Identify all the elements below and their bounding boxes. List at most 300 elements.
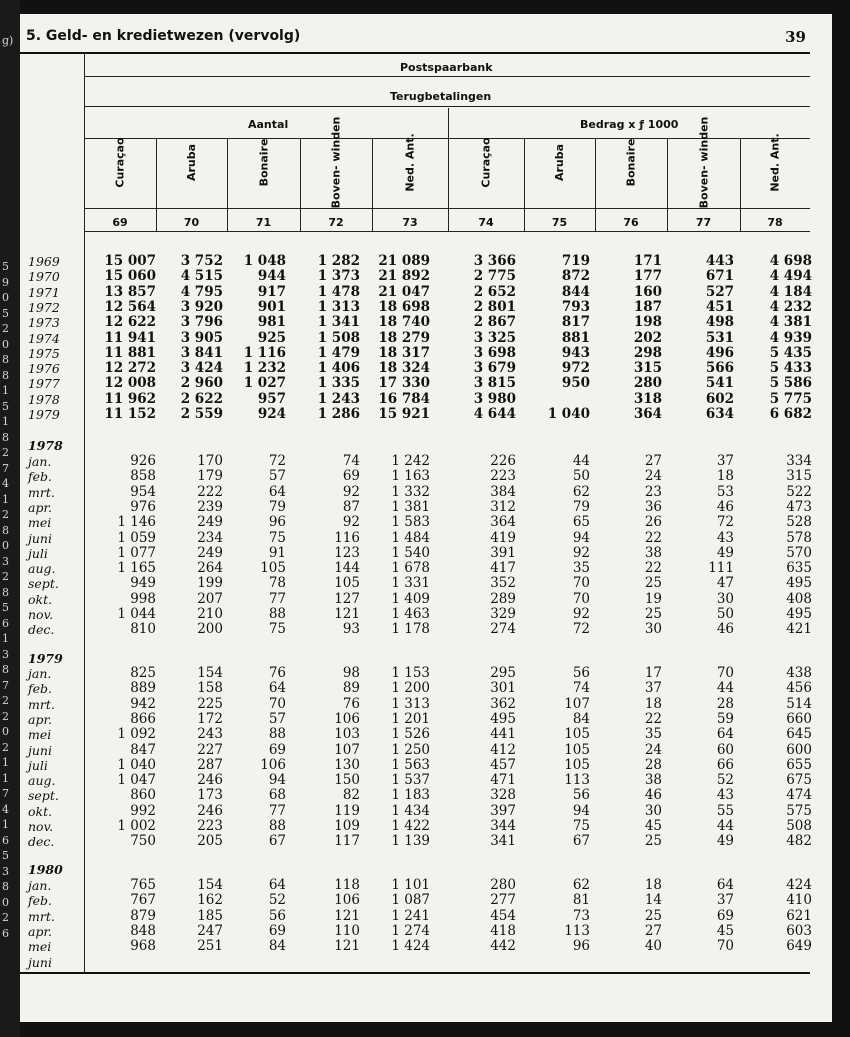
table-cell: 68 — [268, 787, 286, 804]
table-row — [20, 392, 832, 407]
table-cell: 3 841 — [180, 344, 223, 361]
table-cell: 200 — [197, 621, 223, 638]
table-cell: 96 — [572, 938, 590, 955]
table-cell: 1 092 — [117, 726, 156, 743]
edge-mark: 5 — [2, 601, 9, 614]
table-cell: 210 — [197, 606, 223, 622]
table-cell: 92 — [342, 483, 360, 500]
table-cell: 419 — [490, 529, 516, 546]
header-rule-5 — [84, 231, 810, 232]
table-cell: 52 — [268, 892, 286, 909]
edge-mark: 1 — [2, 818, 9, 831]
table-cell: 1 508 — [317, 329, 360, 346]
table-cell: 1 341 — [317, 314, 360, 331]
table-cell: 451 — [705, 298, 734, 315]
table-cell: 4 698 — [769, 253, 812, 269]
table-cell: 3 796 — [180, 314, 223, 331]
table-cell: 1 047 — [117, 772, 156, 789]
table-cell: 603 — [786, 922, 812, 939]
row-label: jan. — [28, 666, 52, 681]
table-cell: 18 740 — [378, 314, 430, 331]
table-cell: 18 698 — [378, 298, 430, 315]
edge-mark: 1 — [2, 384, 9, 397]
table-cell: 12 008 — [104, 375, 156, 392]
table-cell: 13 857 — [104, 283, 156, 300]
table-cell: 225 — [197, 695, 223, 712]
table-cell: 69 — [268, 741, 286, 758]
table-cell: 158 — [197, 680, 223, 697]
edge-mark: 0 — [2, 725, 9, 738]
row-label: sept. — [28, 576, 59, 592]
table-cell: 239 — [197, 498, 223, 515]
table-cell: 11 941 — [104, 329, 156, 346]
column-number: 75 — [551, 216, 568, 229]
table-cell: 879 — [130, 907, 156, 924]
row-label: feb. — [28, 469, 52, 485]
table-cell: 77 — [268, 590, 286, 607]
table-cell: 1 163 — [391, 468, 430, 485]
column-number: 73 — [402, 216, 418, 229]
table-cell: 817 — [561, 314, 590, 331]
table-cell: 344 — [490, 818, 516, 834]
table-cell: 1 434 — [391, 802, 430, 819]
table-cell: 185 — [197, 907, 223, 924]
table-cell: 1 048 — [243, 253, 286, 269]
table-cell: 24 — [644, 468, 662, 485]
table-cell: 825 — [130, 665, 156, 681]
edge-mark: g) — [2, 34, 14, 47]
table-cell: 1 178 — [391, 621, 430, 638]
table-cell: 105 — [564, 741, 590, 758]
table-cell: 26 — [644, 514, 662, 531]
table-cell: 223 — [490, 468, 516, 485]
column-number: 77 — [695, 216, 712, 229]
table-cell: 3 325 — [473, 329, 516, 346]
table-cell: 127 — [334, 590, 360, 607]
table-cell: 56 — [572, 787, 590, 804]
table-cell: 352 — [490, 575, 516, 592]
table-cell: 767 — [130, 892, 156, 909]
table-cell: 1 040 — [547, 406, 590, 422]
table-cell: 44 — [716, 680, 734, 697]
edge-mark: 7 — [2, 787, 9, 800]
table-cell: 162 — [197, 892, 223, 909]
column-header-8 — [620, 116, 642, 208]
table-row — [20, 515, 832, 530]
table-cell: 645 — [786, 726, 812, 743]
year-title-1979: 1979 — [28, 651, 63, 666]
table-cell: 1 463 — [391, 606, 430, 622]
table-cell: 957 — [257, 390, 286, 407]
edge-mark: 0 — [2, 539, 9, 552]
table-cell: 105 — [334, 575, 360, 592]
table-cell: 312 — [490, 498, 516, 515]
table-cell: 5 775 — [769, 390, 812, 407]
table-cell: 35 — [572, 560, 590, 577]
table-cell: 418 — [490, 922, 516, 939]
table-cell: 901 — [257, 298, 286, 315]
table-cell: 1 373 — [317, 268, 360, 285]
table-cell: 949 — [130, 575, 156, 592]
table-row — [20, 804, 832, 819]
row-label: apr. — [28, 923, 53, 939]
table-cell: 522 — [786, 483, 812, 500]
table-cell: 222 — [197, 483, 223, 500]
table-cell: 18 — [644, 695, 662, 712]
table-cell: 70 — [716, 665, 734, 681]
table-cell: 471 — [490, 772, 516, 789]
table-cell: 328 — [490, 787, 516, 804]
table-row — [20, 939, 832, 954]
table-cell: 438 — [786, 665, 812, 681]
table-cell: 69 — [268, 922, 286, 939]
table-cell: 98 — [342, 665, 360, 681]
table-cell: 70 — [572, 590, 590, 607]
table-cell: 106 — [260, 756, 286, 773]
edge-mark: 6 — [2, 926, 9, 940]
table-cell: 62 — [572, 483, 590, 500]
table-cell: 106 — [334, 710, 360, 727]
table-cell: 67 — [572, 833, 590, 850]
table-row — [20, 727, 832, 742]
table-cell: 15 921 — [378, 406, 430, 422]
edge-mark: 8 — [2, 430, 9, 444]
table-cell: 81 — [572, 892, 590, 909]
table-row — [20, 712, 832, 727]
table-cell: 113 — [564, 922, 590, 939]
table-cell: 17 — [644, 665, 662, 681]
table-cell: 118 — [334, 877, 360, 893]
table-cell: 92 — [572, 606, 590, 622]
edge-mark: 8 — [2, 523, 9, 537]
left-page-edge — [0, 0, 20, 1037]
table-row — [20, 254, 832, 269]
table-cell: 810 — [130, 621, 156, 638]
table-cell: 4 494 — [769, 268, 812, 285]
row-label: 1971 — [28, 284, 60, 300]
table-cell: 144 — [334, 560, 360, 577]
table-cell: 570 — [786, 544, 812, 561]
column-separator — [667, 138, 668, 231]
edge-mark: 0 — [2, 337, 9, 351]
table-cell: 74 — [572, 680, 590, 697]
table-cell: 660 — [786, 710, 812, 727]
row-label: mrt. — [28, 484, 55, 500]
column-separator — [227, 138, 228, 231]
table-cell: 18 324 — [378, 360, 430, 377]
table-row — [20, 561, 832, 576]
table-cell: 207 — [197, 590, 223, 607]
column-header-label: Aruba — [553, 143, 567, 181]
table-cell: 514 — [786, 695, 812, 712]
table-cell: 578 — [786, 529, 812, 546]
column-number: 71 — [255, 216, 272, 229]
table-cell: 77 — [268, 802, 286, 819]
table-cell: 14 — [644, 892, 662, 909]
table-cell: 72 — [268, 453, 286, 469]
table-cell: 1 484 — [391, 529, 430, 546]
table-cell: 2 622 — [180, 390, 223, 407]
table-cell: 79 — [268, 498, 286, 515]
edge-mark: 5 — [2, 306, 9, 320]
table-cell: 56 — [572, 665, 590, 681]
edge-mark: 1 — [2, 492, 9, 506]
table-cell: 315 — [633, 360, 662, 377]
edge-mark: 2 — [2, 508, 9, 521]
table-cell: 82 — [342, 787, 360, 804]
table-cell: 635 — [786, 560, 812, 577]
table-cell: 87 — [342, 498, 360, 515]
table-cell: 495 — [786, 575, 812, 592]
table-cell: 12 622 — [104, 314, 156, 331]
table-cell: 527 — [705, 283, 734, 300]
edge-mark: 2 — [2, 322, 9, 335]
edge-mark: 2 — [2, 911, 9, 924]
table-cell: 992 — [130, 802, 156, 819]
table-cell: 64 — [268, 680, 286, 697]
table-cell: 1 139 — [391, 833, 430, 850]
table-cell: 15 007 — [104, 253, 156, 269]
column-header-label: Boven- winden — [329, 116, 343, 208]
column-header-label: Curaçao — [113, 136, 127, 188]
table-cell: 205 — [197, 833, 223, 850]
edge-mark: 8 — [2, 663, 9, 676]
table-cell: 105 — [564, 756, 590, 773]
row-label: juni — [28, 530, 52, 546]
table-cell: 719 — [561, 253, 590, 269]
table-cell: 94 — [572, 802, 590, 819]
row-label: 1972 — [28, 299, 60, 315]
table-cell: 52 — [716, 772, 734, 789]
table-cell: 249 — [197, 514, 223, 531]
table-cell: 364 — [490, 514, 516, 531]
row-label: 1977 — [28, 376, 60, 392]
table-cell: 44 — [572, 453, 590, 469]
column-header-label: Curaçao — [479, 136, 493, 188]
table-row — [20, 697, 832, 712]
table-cell: 30 — [644, 802, 662, 819]
column-number: 70 — [183, 216, 200, 229]
header-rule-1 — [84, 76, 810, 77]
row-label: apr. — [28, 499, 53, 515]
row-label: mrt. — [28, 908, 55, 924]
table-cell: 442 — [490, 938, 516, 955]
table-cell: 765 — [130, 877, 156, 893]
edge-mark: 1 — [2, 771, 9, 785]
table-row — [20, 469, 832, 484]
row-label: mrt. — [28, 696, 55, 712]
table-cell: 18 — [716, 468, 734, 485]
table-cell: 121 — [334, 938, 360, 955]
table-cell: 6 682 — [769, 406, 812, 422]
table-cell: 12 564 — [104, 298, 156, 315]
header-aantal: Aantal — [248, 118, 289, 131]
table-cell: 329 — [490, 606, 516, 622]
table-cell: 1 044 — [117, 606, 156, 622]
table-cell: 18 317 — [378, 344, 430, 361]
table-row — [20, 407, 832, 422]
row-label: mei — [28, 727, 52, 743]
table-cell: 362 — [490, 695, 516, 712]
table-cell: 3 679 — [473, 360, 516, 377]
table-cell: 410 — [786, 892, 812, 909]
column-header-10 — [764, 116, 786, 208]
edge-mark: 2 — [2, 740, 9, 754]
column-header-label: Bonaire — [624, 138, 638, 186]
table-cell: 4 232 — [769, 298, 812, 315]
table-row — [20, 607, 832, 622]
table-cell: 154 — [197, 877, 223, 893]
table-row — [20, 878, 832, 893]
table-cell: 27 — [644, 922, 662, 939]
table-cell: 289 — [490, 590, 516, 607]
row-label: mei — [28, 939, 52, 955]
row-label: juni — [28, 742, 52, 758]
table-row — [20, 592, 832, 607]
table-cell: 249 — [197, 544, 223, 561]
table-cell: 76 — [268, 665, 286, 681]
row-label: 1974 — [28, 330, 60, 346]
table-cell: 2 559 — [180, 406, 223, 422]
table-cell: 75 — [268, 529, 286, 546]
edge-mark: 1 — [2, 756, 9, 769]
table-row — [20, 576, 832, 591]
column-number: 78 — [767, 216, 783, 229]
table-cell: 575 — [786, 802, 812, 819]
column-header-label: Bonaire — [257, 138, 271, 186]
document-page — [20, 14, 832, 1022]
table-cell: 384 — [490, 483, 516, 500]
column-header-label: Ned. Ant. — [768, 132, 782, 192]
table-cell: 223 — [197, 818, 223, 834]
table-cell: 2 867 — [473, 314, 516, 331]
table-row — [20, 743, 832, 758]
table-cell: 621 — [786, 907, 812, 924]
table-cell: 1 381 — [391, 498, 430, 515]
table-cell: 11 881 — [104, 344, 156, 361]
table-cell: 70 — [572, 575, 590, 592]
table-cell: 1 422 — [391, 818, 430, 834]
table-cell: 18 — [644, 877, 662, 893]
table-cell: 64 — [268, 483, 286, 500]
table-cell: 75 — [572, 818, 590, 834]
table-cell: 341 — [490, 833, 516, 850]
column-header-3 — [253, 116, 275, 208]
table-cell: 109 — [334, 818, 360, 834]
table-cell: 251 — [197, 938, 223, 955]
table-cell: 917 — [257, 283, 286, 300]
table-cell: 36 — [644, 498, 662, 515]
edge-mark: 5 — [2, 260, 9, 273]
table-cell: 92 — [572, 544, 590, 561]
column-header-label: Boven- winden — [697, 116, 711, 208]
row-label: 1975 — [28, 345, 60, 361]
column-number: 74 — [478, 216, 494, 229]
table-cell: 121 — [334, 907, 360, 924]
edge-mark: 8 — [2, 353, 9, 366]
table-cell: 1 183 — [391, 787, 430, 804]
table-row — [20, 315, 832, 330]
group-divider — [448, 108, 449, 231]
table-cell: 234 — [197, 529, 223, 546]
table-cell: 649 — [786, 938, 812, 955]
table-cell: 78 — [268, 575, 286, 592]
table-cell: 295 — [490, 665, 516, 681]
table-cell: 246 — [197, 802, 223, 819]
edge-mark: 2 — [2, 570, 9, 583]
table-cell: 18 279 — [378, 329, 430, 346]
table-cell: 25 — [644, 907, 662, 924]
table-cell: 105 — [564, 726, 590, 743]
table-cell: 53 — [716, 483, 734, 500]
column-header-7 — [549, 116, 571, 208]
edge-mark: 7 — [2, 678, 9, 692]
table-cell: 28 — [716, 695, 734, 712]
column-header-label: Ned. Ant. — [403, 132, 417, 192]
table-cell: 889 — [130, 680, 156, 697]
table-cell: 1 165 — [117, 560, 156, 577]
table-cell: 50 — [572, 468, 590, 485]
table-cell: 498 — [705, 314, 734, 331]
table-cell: 172 — [197, 710, 223, 727]
table-cell: 47 — [716, 575, 734, 592]
table-cell: 160 — [633, 283, 662, 300]
table-cell: 72 — [716, 514, 734, 531]
table-cell: 38 — [644, 544, 662, 561]
table-cell: 1 059 — [117, 529, 156, 546]
table-cell: 22 — [644, 529, 662, 546]
table-cell: 119 — [334, 802, 360, 819]
table-cell: 64 — [268, 877, 286, 893]
table-cell: 94 — [268, 772, 286, 789]
table-cell: 1 537 — [391, 772, 430, 789]
edge-mark: 6 — [2, 833, 9, 847]
table-row — [20, 546, 832, 561]
table-cell: 121 — [334, 606, 360, 622]
table-cell: 528 — [786, 514, 812, 531]
table-cell: 456 — [786, 680, 812, 697]
table-cell: 37 — [644, 680, 662, 697]
table-cell: 954 — [130, 483, 156, 500]
table-cell: 25 — [644, 833, 662, 850]
edge-mark: 8 — [2, 585, 9, 599]
table-cell: 199 — [197, 575, 223, 592]
table-row — [20, 500, 832, 515]
table-cell: 107 — [564, 695, 590, 712]
table-cell: 45 — [644, 818, 662, 834]
table-cell: 49 — [716, 833, 734, 850]
table-cell: 496 — [705, 344, 734, 361]
table-row — [20, 346, 832, 361]
edge-mark: 3 — [2, 554, 9, 568]
section-title: 5. Geld- en kredietwezen (vervolg) — [26, 28, 301, 44]
edge-mark: 1 — [2, 632, 9, 645]
edge-mark: 5 — [2, 849, 9, 862]
table-cell: 23 — [644, 483, 662, 500]
table-cell: 1 424 — [391, 938, 430, 955]
table-cell: 56 — [268, 907, 286, 924]
row-label: juli — [28, 545, 48, 561]
table-cell: 25 — [644, 575, 662, 592]
table-cell: 107 — [334, 741, 360, 758]
row-label: 1978 — [28, 391, 60, 407]
table-row — [20, 893, 832, 908]
table-cell: 57 — [268, 710, 286, 727]
table-cell: 942 — [130, 695, 156, 712]
table-cell: 3 905 — [180, 329, 223, 346]
table-cell: 123 — [334, 544, 360, 561]
table-cell: 277 — [490, 892, 516, 909]
